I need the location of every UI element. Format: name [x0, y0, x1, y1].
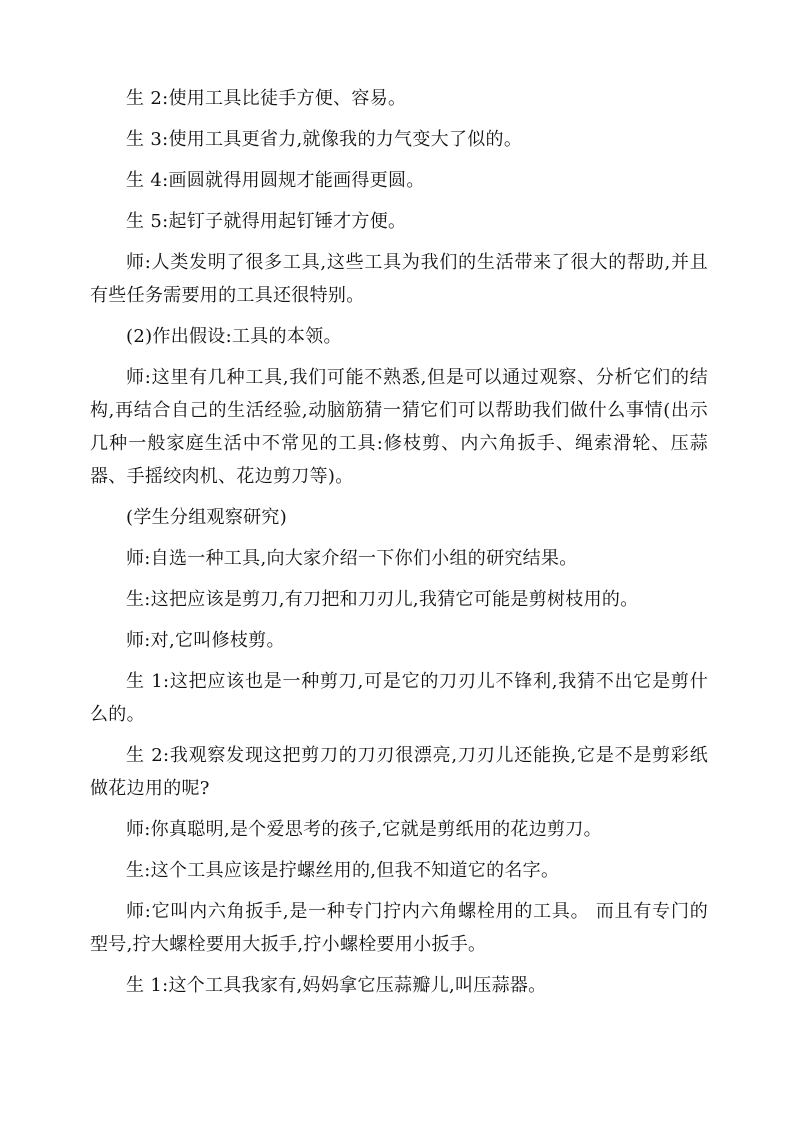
- paragraph: 师:自选一种工具,向大家介绍一下你们小组的研究结果。: [126, 548, 578, 569]
- paragraph: 师:人类发明了很多工具,这些工具为我们的生活带来了很大的帮助,并且有些任务需要用的工具还很特别。: [90, 252, 708, 306]
- paragraph: 生 2:我观察发现这把剪刀的刀刃很漂亮,刀刃儿还能换,它是不是剪彩纸做花边用的呢?: [90, 745, 708, 799]
- paragraph: 生:这个工具应该是拧螺丝用的,但我不知道它的名字。: [126, 860, 560, 881]
- paragraph: 生 4:画圆就得用圆规才能画得更圆。: [126, 170, 425, 191]
- paragraph: 生 1:这个工具我家有,妈妈拿它压蒜瓣儿,叫压蒜器。: [126, 975, 547, 996]
- paragraph: (2)作出假设:工具的本领。: [126, 326, 342, 347]
- paragraph: (学生分组观察研究): [126, 507, 288, 528]
- document-body: [90, 82, 708, 1002]
- paragraph: 师:对,它叫修枝剪。: [126, 630, 285, 651]
- paragraph: 师:你真聪明,是个爱思考的孩子,它就是剪纸用的花边剪刀。: [126, 819, 602, 840]
- paragraph: 生 1:这把应该也是一种剪刀,可是它的刀刃儿不锋利,我猜不出它是剪什么的。: [90, 671, 708, 725]
- paragraph: 师:这里有几种工具,我们可能不熟悉,但是可以通过观察、分析它们的结构,再结合自己的生活经验,动脑筋猜一猜它们可以帮助我们做什么事情(出示几种一般家庭生活中不常见的工具:修枝剪、内六角扳手、绳索滑轮、压蒜器、手摇绞肉机、花边剪刀等)。: [90, 367, 708, 487]
- paragraph: 生 5:起钉子就得用起钉锤才方便。: [126, 211, 407, 232]
- paragraph: 师:它叫内六角扳手,是一种专门拧内六角螺栓用的工具。 而且有专门的型号,拧大螺栓要用大扳手,拧小螺栓要用小扳手。: [90, 901, 708, 955]
- paragraph: 生 3:使用工具更省力,就像我的力气变大了似的。: [126, 129, 523, 150]
- paragraph: 生 2:使用工具比徒手方便、容易。: [126, 88, 407, 109]
- paragraph: 生:这把应该是剪刀,有刀把和刀刃儿,我猜它可能是剪树枝用的。: [126, 589, 639, 610]
